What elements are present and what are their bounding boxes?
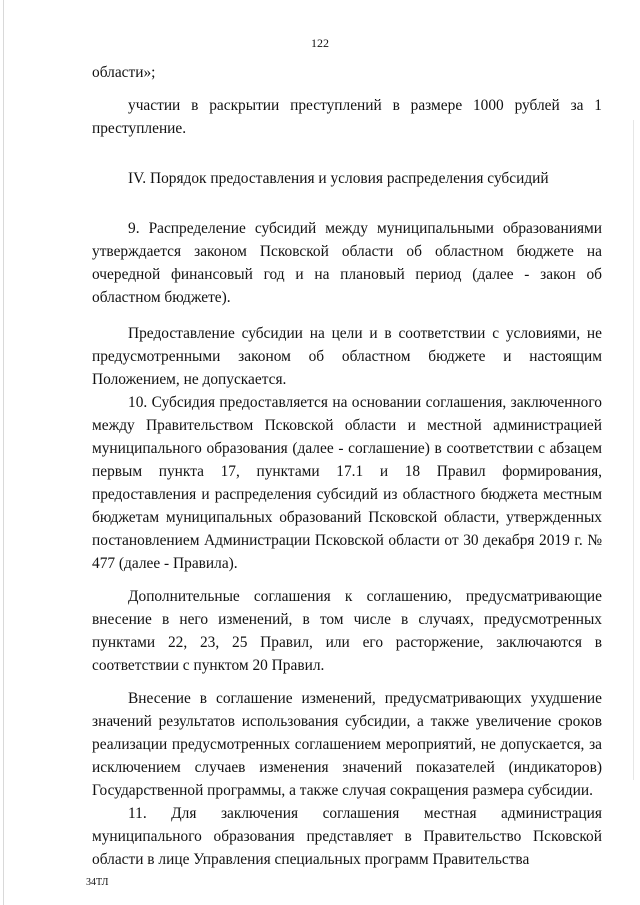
paragraph-9: 9. Распределение субсидий между муниципальными образованиями утверждается законом Псковской области об областном бюджете на очередной финансовый год и на плановый период (далее - закон об областном бюджете). bbox=[92, 220, 602, 306]
scan-edge-left bbox=[3, 0, 4, 905]
paragraph-10: 10. Субсидия предоставляется на основании соглашения, заключенного между Правительством Псковской области и местной администрацией муниципального образования (далее - соглашение) в соответствии с абзацем первым пункта 17, пунктами 17.1 и 18 Правил формирования, предоставления и распределения субсидий из областного бюджета местным бюджетам муниципальных образований Псковской области, утвержденных постановлением Администрации Псковской области от 30 декабря 2019 г. № 477 (далее - Правила). bbox=[92, 394, 602, 572]
paragraph-amendments: Внесение в соглашение изменений, предусматривающих ухудшение значений результатов использования субсидии, а также увеличение сроков реализации предусмотренных соглашением мероприятий, не допускается, за исключением случаев изменения значений показателей (индикаторов) Государственной программы, а также случая сокращения размера субсидии. bbox=[92, 690, 602, 799]
footer-code: 34ТЛ bbox=[86, 877, 109, 888]
paragraph-reward-item: участии в раскрытии преступлений в размере 1000 рублей за 1 преступление. bbox=[92, 97, 602, 137]
paragraph-11: 11. Для заключения соглашения местная администрация муниципального образования представляет в Правительство Псковской области в лице Управления специальных программ Правительства bbox=[92, 805, 602, 868]
page-number: 122 bbox=[311, 36, 329, 50]
document-body bbox=[92, 61, 602, 871]
scan-edge-right bbox=[633, 120, 634, 780]
paragraph-additional-agreements: Дополнительные соглашения к соглашению, предусматривающие внесение в него изменений, в том числе в случаях, предусмотренных пунктами 22, 23, 25 Правил, или его расторжение, заключаются в соответствии с пунктом 20 Правил. bbox=[92, 588, 602, 674]
paragraph-provision: Предоставление субсидии на цели и в соответствии с условиями, не предусмотренными законом об областном бюджете и настоящим Положением, не допускается. bbox=[92, 325, 602, 388]
section-heading: IV. Порядок предоставления и условия распределения субсидий bbox=[128, 170, 549, 187]
paragraph-continuation: области»; bbox=[92, 64, 156, 81]
